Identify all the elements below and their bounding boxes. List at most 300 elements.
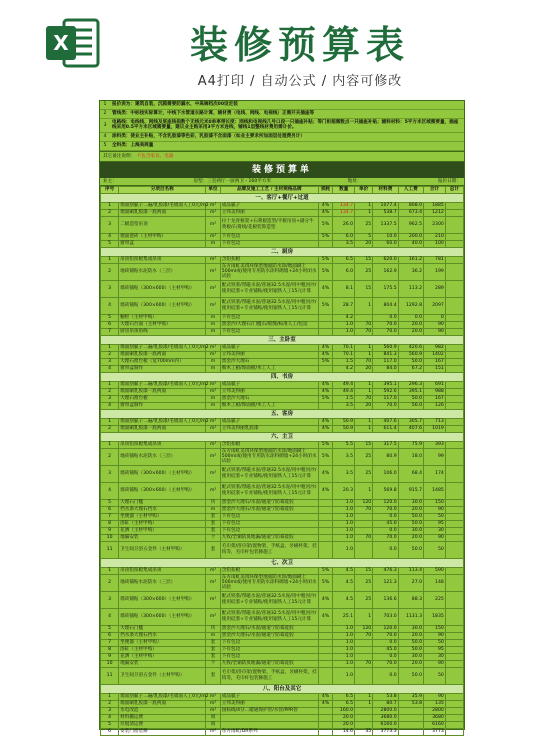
cell-total [445, 574, 463, 591]
owner-label: 业主： [103, 179, 117, 185]
cell-price: 1 [355, 608, 373, 625]
cell-qty: 1.0 [333, 646, 355, 653]
note-row [100, 110, 464, 119]
cell-seq: 6 [101, 506, 119, 513]
table-row [101, 591, 464, 608]
col-material: 材料费 [373, 187, 398, 193]
cell-labor: 50.0 [398, 667, 423, 684]
cell-seq: 1 [101, 441, 119, 448]
cell-material: 70.0 [373, 534, 398, 541]
cell-seq: 2 [101, 700, 119, 707]
cell-unit: 套 [206, 639, 221, 646]
section-title: 四、书房 [101, 372, 464, 381]
page-header [0, 0, 560, 100]
cell-unit: 套 [206, 513, 221, 520]
cell-qty: 6.5 [333, 700, 355, 707]
cell-subtotal: 167 [424, 358, 446, 365]
cell-unit: 项 [206, 721, 221, 728]
cell-name: 大理石门槛 [119, 499, 206, 506]
cell-loss: 4% [318, 280, 333, 297]
cell-name: 吊顶铝扣板集成吊顶 [119, 256, 206, 263]
excel-icon [44, 14, 102, 72]
cell-material: 0.0 [373, 513, 398, 520]
cell-loss [318, 714, 333, 721]
cell-loss [318, 646, 333, 653]
cell-loss [318, 402, 333, 409]
cell-total [445, 425, 463, 432]
cell-seq: 4 [101, 714, 119, 721]
col-subtotal: 合计 [424, 187, 446, 193]
cell-qty: 20.0 [333, 714, 355, 721]
table-row [101, 646, 464, 653]
cell-unit: m² [206, 202, 221, 209]
cell-loss: 5% [318, 263, 333, 280]
cell-labor: 420.6 [398, 344, 423, 351]
sheet-title: 装修预算单 [100, 162, 464, 178]
cell-labor: 113.4 [398, 567, 423, 574]
cell-desc: 下有包边 [220, 233, 318, 240]
note-number: 4 [103, 133, 107, 139]
cell-loss: 5% [318, 256, 333, 263]
cell-price: 70 [355, 534, 373, 541]
cell-price: 1 [355, 418, 373, 425]
cell-labor: 20.0 [398, 328, 423, 335]
cell-total [445, 721, 463, 728]
table-row [101, 527, 464, 534]
cell-subtotal: 135 [424, 700, 446, 707]
cell-labor: 88.3 [398, 591, 423, 608]
cell-subtotal: 393 [424, 441, 446, 448]
cell-labor: 30.0 [398, 653, 423, 660]
cell-unit: m [206, 632, 221, 639]
cell-seq: 1 [101, 202, 119, 209]
cell-price: 1 [355, 425, 373, 432]
cell-name: 安装门窗装修 [119, 728, 206, 735]
cell-unit: m² [206, 297, 221, 314]
cell-material: 117.0 [373, 358, 398, 365]
cell-loss [318, 314, 333, 321]
cell-labor [398, 728, 423, 735]
cell-loss [318, 625, 333, 632]
col-seq: 序号 [101, 187, 119, 193]
cell-loss [318, 667, 333, 684]
cell-name: 大理石窗台板 [119, 395, 206, 402]
cell-subtotal: 50 [424, 639, 446, 646]
cell-material: 70.0 [373, 321, 398, 328]
cell-qty: 6.5 [333, 693, 355, 700]
cell-unit: 项 [206, 714, 221, 721]
cell-qty: 20.3 [333, 482, 355, 499]
cell-material: 84.0 [373, 365, 398, 372]
cell-material: 162.9 [373, 263, 398, 280]
cell-unit: m² [206, 700, 221, 707]
cell-total [445, 240, 463, 247]
cell-labor: 395.1 [398, 388, 423, 395]
cell-labor: 50.0 [398, 395, 423, 402]
cell-desc: 东方雨虹/DR系列 [220, 728, 318, 735]
cell-total [445, 351, 463, 358]
cell-labor: 560.9 [398, 351, 423, 358]
cell-loss [318, 707, 333, 714]
cell-unit: m [206, 321, 221, 328]
table-row [101, 365, 464, 372]
cell-loss: 5% [318, 358, 333, 365]
cell-seq: 9 [101, 653, 119, 660]
cell-seq: 2 [101, 263, 119, 280]
cell-labor: 20.0 [398, 534, 423, 541]
cell-material: 2800.0 [373, 707, 398, 714]
cell-unit: m² [206, 344, 221, 351]
cell-loss [318, 328, 333, 335]
cell-unit: m [206, 358, 221, 365]
cell-total [445, 321, 463, 328]
cell-name: 花洒（主材甲购） [119, 527, 206, 534]
cell-subtotal: 90 [424, 693, 446, 700]
cell-desc: 下有包边 [220, 513, 318, 520]
table-row [101, 574, 464, 591]
section-header [101, 247, 464, 256]
cell-qty: 3.5 [333, 448, 355, 465]
table-row [101, 202, 464, 209]
cell-total [445, 499, 463, 506]
cell-desc: 成品腻子 [220, 418, 318, 425]
cell-subtotal: 2097 [424, 297, 446, 314]
cell-seq: 11 [101, 541, 119, 558]
cell-material: 6160.0 [373, 721, 398, 728]
cell-desc: 成品腻子 [220, 344, 318, 351]
cell-price: 15 [355, 441, 373, 448]
cell-desc: 细木工板/饰面板/木工人工 [220, 402, 318, 409]
cell-material: 0.0 [373, 653, 398, 660]
cell-price [355, 707, 373, 714]
cell-name: 墙面刮腻子二遍/乳胶漆/毛墙面人工0元/m2 [120, 382, 209, 388]
note-number: 2 [103, 111, 107, 117]
cell-unit: 套 [206, 541, 221, 558]
cell-seq: 3 [101, 465, 119, 482]
cell-labor: 1131.3 [398, 608, 423, 625]
cell-seq: 1 [101, 344, 119, 351]
cell-material: 117.0 [373, 395, 398, 402]
cell-name: 橱柜（主材甲购） [119, 314, 206, 321]
cell-loss: 4% [318, 608, 333, 625]
cell-desc: 配式铁浆/带磁水泥/普通32.5水泥/用中粗河沙/使用硅浆+专业铺贴/使用锯铁人工15元计算 [220, 482, 318, 499]
cell-subtotal: 1019 [424, 425, 446, 432]
cell-unit: m [206, 402, 221, 409]
cell-material: 80.7 [373, 700, 398, 707]
cell-loss [318, 632, 333, 639]
cell-qty: 3.5 [333, 402, 355, 409]
cell-desc: 立邦美得丽 [220, 209, 318, 216]
table-row [101, 506, 464, 513]
cell-labor: 35.9 [398, 693, 423, 700]
cell-desc: 下有包边 [220, 639, 318, 646]
cell-seq: 6 [101, 632, 119, 639]
cell-seq: 2 [101, 448, 119, 465]
cell-desc: 东方雨虹美琪环保型地面防水涂/地面刷上500ml或/使用专用防水涂料砌墙+24小时闭水试验 [221, 574, 317, 591]
table-row [101, 667, 464, 684]
cell-labor [398, 707, 423, 714]
cell-desc: 毛巾架/浴巾架/置物架、手纸盒、牙刷杯架、挂钩等，毛巾杆包装修施工 [220, 667, 318, 684]
cell-subtotal: 3680 [424, 714, 446, 721]
cell-total [445, 297, 463, 314]
cell-total [445, 728, 463, 735]
cell-labor: 50.0 [398, 639, 423, 646]
cell-price: 1 [355, 482, 373, 499]
cell-material: 560.9 [373, 344, 398, 351]
cell-material: 120.0 [373, 625, 398, 632]
cell-total [445, 388, 463, 395]
cell-unit: 块 [206, 625, 221, 632]
cell-material: 70.0 [373, 328, 398, 335]
cell-price [355, 639, 373, 646]
cell-subtotal: 1212 [424, 209, 446, 216]
section-title: 七、次卫 [101, 558, 464, 567]
table-row [101, 728, 464, 735]
cell-total [445, 209, 463, 216]
cell-subtotal: 1402 [424, 351, 446, 358]
cell-price [355, 646, 373, 653]
cell-desc: 配式铁浆/带磁水泥/普通32.5水泥/用中粗河沙/使用硅浆+专业铺贴/使用锯铁人工15元计算 [220, 465, 318, 482]
table-row [101, 321, 464, 328]
cell-desc: 立邦美得丽 [220, 388, 318, 395]
cell-loss: 4% [318, 202, 333, 209]
cell-qty: 134.7 [333, 202, 355, 209]
cell-qty: 6.0 [333, 233, 355, 240]
cell-total [445, 448, 463, 465]
cell-name: 窗帘盒 [119, 240, 206, 247]
cell-total [445, 441, 463, 448]
cell-price: 70 [355, 358, 373, 365]
cell-loss: 5% [318, 395, 333, 402]
cell-desc: 国标线/4分…暖通保护管/水管/PPR管 [220, 707, 318, 714]
cell-unit: m² [206, 574, 221, 591]
cell-labor: 20.0 [398, 632, 423, 639]
table-row [101, 639, 464, 646]
cell-qty: 4.2 [333, 365, 355, 372]
cell-qty: 3.5 [333, 465, 355, 482]
cell-qty: 70.1 [333, 344, 355, 351]
cell-price: 1 [355, 388, 373, 395]
cell-desc: 下有包边 [220, 314, 318, 321]
note-row [100, 142, 464, 151]
cell-material: 1337.5 [373, 216, 398, 233]
cell-desc: 东方雨虹美琪环保型地面防水涂/地面刷上500ml或/使用专用防水涂料砌墙+24小时闭水试验 [221, 263, 317, 280]
cell-subtotal: 1485 [424, 482, 446, 499]
cell-material: 0.0 [373, 639, 398, 646]
cell-subtotal: 167 [424, 395, 446, 402]
cell-total [445, 328, 463, 335]
cell-price [355, 667, 373, 684]
cell-seq: 5 [101, 721, 119, 728]
cell-labor: 673.4 [398, 209, 423, 216]
cell-name: 花洒（主材甲购） [119, 653, 206, 660]
cell-price: 70 [355, 321, 373, 328]
cell-material: 60.0 [373, 240, 398, 247]
cell-qty: 4.5 [333, 567, 355, 574]
cell-labor: 53.8 [398, 700, 423, 707]
customer-info [100, 178, 464, 186]
table-row [101, 425, 464, 432]
cell-subtotal: 199 [424, 263, 446, 280]
cell-subtotal: 6160 [424, 721, 446, 728]
cell-seq: 3 [101, 707, 119, 714]
cell-qty: 26.0 [333, 216, 355, 233]
cell-seq: 5 [101, 499, 119, 506]
cell-loss: 4% [318, 388, 333, 395]
cell-material: 841.3 [373, 351, 398, 358]
cell-desc: 拉十龙骨框架+石膏板造型/平板吊顶+副分牛黄板/石膏线/花板装饰造型 [220, 216, 318, 233]
note-number: 1 [103, 102, 107, 108]
cell-unit: m [206, 395, 221, 402]
table-row [101, 541, 464, 558]
cell-unit: m [206, 506, 221, 513]
cell-subtotal: 150 [424, 625, 446, 632]
cell-desc [220, 721, 318, 728]
cell-qty: 49.4 [333, 388, 355, 395]
cell-price [355, 653, 373, 660]
cell-total [445, 608, 463, 625]
cell-unit: 套 [206, 527, 221, 534]
cell-qty: 8.1 [333, 280, 355, 297]
cell-price: 1 [355, 693, 373, 700]
cell-loss [318, 541, 333, 558]
address-label: 地址： [347, 179, 362, 185]
cell-loss: 4% [318, 418, 333, 425]
cell-loss [318, 534, 333, 541]
table-row [101, 263, 464, 280]
cell-price: 70 [355, 632, 373, 639]
cell-total [445, 513, 463, 520]
cell-unit: m² [206, 425, 221, 432]
cell-price: 20 [355, 240, 373, 247]
cell-labor: 27.0 [398, 574, 423, 591]
cell-name: 二级造型吊顶 [119, 216, 206, 233]
cell-unit: m² [206, 256, 221, 263]
cell-total [445, 263, 463, 280]
table-row [101, 381, 464, 388]
cell-price [355, 513, 373, 520]
cell-name: 墙面刮腻子二遍/乳胶漆/毛墙面人工0元/m2 [120, 345, 209, 351]
cell-unit: m [206, 314, 221, 321]
cell-desc: 黑金沙大理石 [220, 358, 318, 365]
cell-material: 0.0 [373, 527, 398, 534]
cell-seq: 8 [101, 520, 119, 527]
section-header [101, 409, 464, 418]
cell-total [445, 707, 463, 714]
cell-desc: 立邦美得丽 [220, 700, 318, 707]
cell-price: 70 [355, 506, 373, 513]
cell-qty: 1.0 [333, 632, 355, 639]
cell-subtotal: 713 [424, 418, 446, 425]
cell-loss: 4% [318, 700, 333, 707]
table-row [101, 216, 464, 233]
cell-desc: 配式铁浆/带磁水泥/普通32.5水泥/用中粗河沙/使用硅浆+专业铺贴/使用锯铁人工15元计算 [220, 608, 318, 625]
cell-material: 0.0 [373, 314, 398, 321]
cell-unit: m² [206, 728, 221, 735]
cell-total [445, 402, 463, 409]
cell-desc: 下有包边 [220, 653, 318, 660]
table-row [101, 280, 464, 297]
cell-desc: 毛巾架/浴巾架/置物架、手纸盒、牙刷杯架、挂钩等，毛巾杆包装修施工 [220, 541, 318, 558]
cell-price: 1 [355, 351, 373, 358]
cell-labor: 20.0 [398, 321, 423, 328]
table-row [101, 418, 464, 425]
cell-total [445, 653, 463, 660]
cell-desc: 配式铁浆/带磁水泥/普通32.5水泥/用中粗河沙/使用硅浆+专业铺贴/使用锯铁人工15元计算 [220, 591, 318, 608]
cell-price: 15 [355, 256, 373, 263]
cell-seq: 5 [101, 240, 119, 247]
cell-price: 25 [355, 574, 373, 591]
notes-block [100, 101, 464, 152]
section-title: 三、主卧室 [101, 335, 464, 344]
cell-unit: m² [206, 591, 221, 608]
cell-material: 3680.0 [373, 714, 398, 721]
cell-desc: 含铝扣板 [220, 256, 318, 263]
note-text: 报价表为：建筑自装，沉箱需要防漏水，中高端档次00设定装 [112, 102, 238, 108]
cell-total [445, 365, 463, 372]
cell-name: 窗帘盒制作 [119, 365, 206, 372]
table-row [101, 256, 464, 263]
cell-total [445, 381, 463, 388]
cell-material: 136.6 [373, 591, 398, 608]
cell-qty: 1.0 [333, 625, 355, 632]
cell-price: 25 [355, 216, 373, 233]
cell-total [445, 714, 463, 721]
cell-desc: 含铝扣板 [220, 441, 318, 448]
cell-desc: 黑金沙/大理石/门槛石/嵌缝/标准人工/包边 [220, 321, 318, 328]
col-qty: 数量 [333, 187, 355, 193]
cell-labor: 50.0 [398, 513, 423, 520]
cell-subtotal: 99 [424, 448, 446, 465]
quote-date-label: 报价日期： [438, 179, 461, 185]
cell-name: 卫生间卫浴五金件（主材甲购） [119, 667, 206, 684]
cell-desc: 成品腻子 [220, 381, 318, 388]
cell-seq: 7 [101, 513, 119, 520]
cell-labor: 407.6 [398, 425, 423, 432]
cell-subtotal: 988 [424, 388, 446, 395]
cell-loss [318, 639, 333, 646]
cell-price: 35 [355, 728, 373, 735]
table-row [101, 660, 464, 667]
cell-price: 20 [355, 402, 373, 409]
cell-price: 120 [355, 499, 373, 506]
cell-material: 611.4 [373, 425, 398, 432]
cell-qty: 28.7 [333, 297, 355, 314]
cell-unit: m² [206, 381, 221, 388]
cell-loss: 5% [318, 448, 333, 465]
cell-name: 浴缸（主材甲购） [119, 646, 206, 653]
cell-name: 墙面刮腻子二遍/乳胶漆/毛墙面人工0元/m2 [120, 694, 209, 700]
cell-loss: 5% [318, 574, 333, 591]
cell-unit: m [206, 240, 221, 247]
table-row [101, 482, 464, 499]
cell-price [355, 527, 373, 534]
cell-total [445, 358, 463, 365]
cell-labor [398, 714, 423, 721]
section-title: 一、客厅+餐厅+过道 [101, 193, 464, 202]
cell-price: 15 [355, 567, 373, 574]
cell-labor: 50.0 [398, 541, 423, 558]
table-row [101, 344, 464, 351]
cell-unit: 个 [206, 534, 221, 541]
cell-name: 挡水条大理石挡水 [119, 506, 206, 513]
cell-unit: 套 [206, 646, 221, 653]
cell-desc: 九牧/全铜防臭地漏/通道宁防霉硅胶 [220, 660, 318, 667]
cell-unit: m [206, 365, 221, 372]
cell-qty: 1.5 [333, 358, 355, 365]
cell-qty: 1.0 [333, 667, 355, 684]
page-title: 装修预算表 [189, 22, 410, 67]
